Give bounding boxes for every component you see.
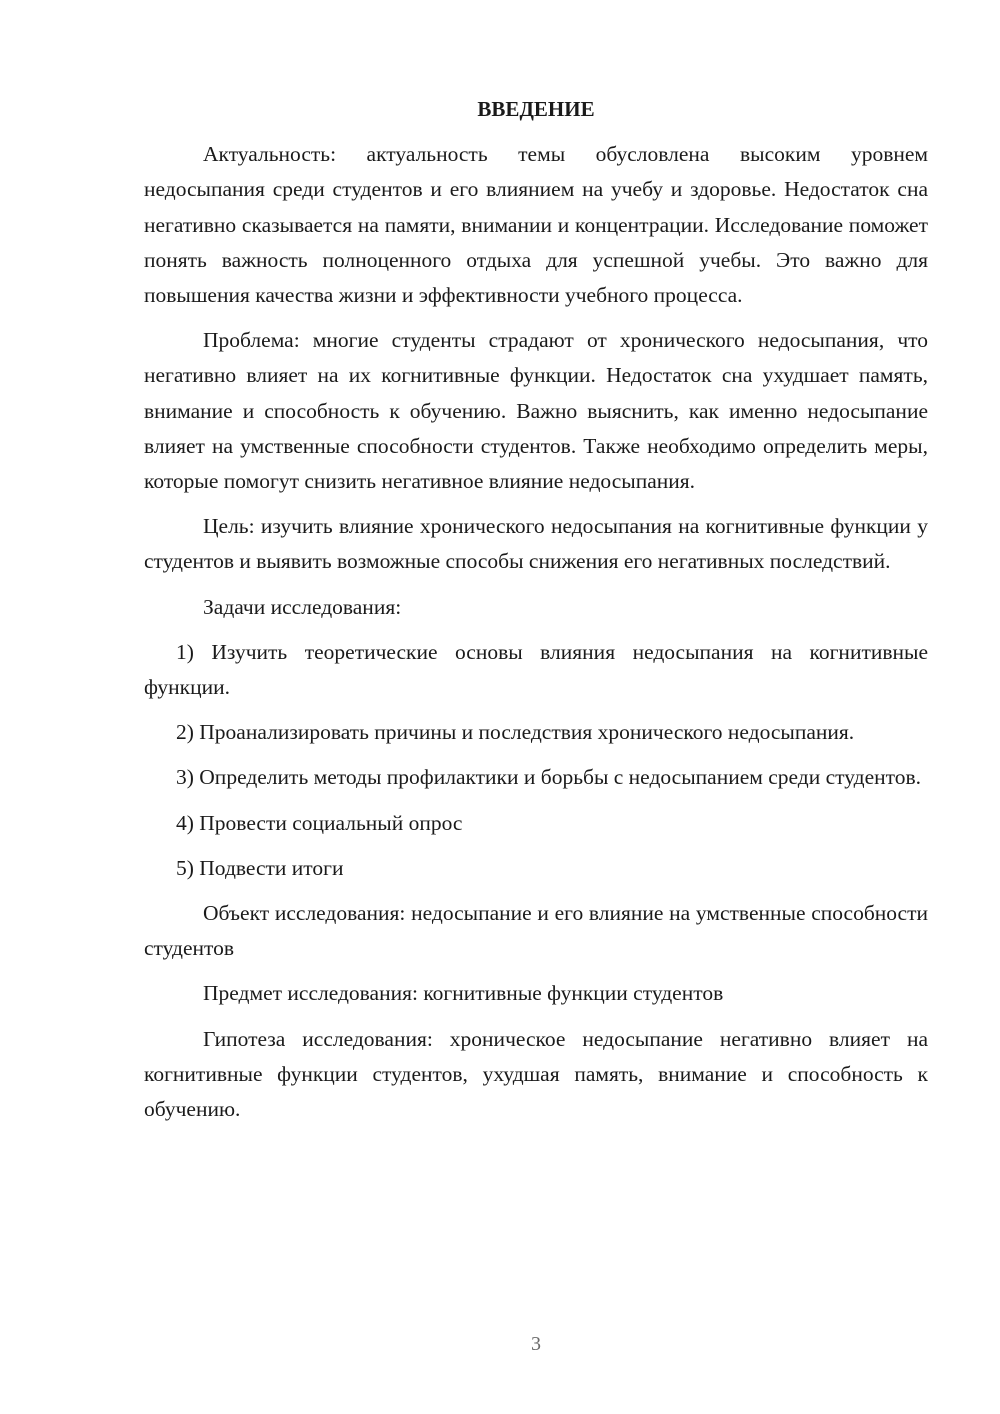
hypothesis-paragraph: Гипотеза исследования: хроническое недосыпание негативно влияет на когнитивные функции студентов, ухудшая память, внимание и способность к обучению. [144,1026,928,1122]
relevance-paragraph: Актуальность: актуальность темы обусловлена высоким уровнем недосыпания среди студентов и его влиянием на учебу и здоровье. Недостаток сна негативно сказывается на памяти, внимании и концентрации. Исследование поможет понять важность полноценного отдыха для успешной учебы. Это важно для повышения качества жизни и эффективности учебного процесса. [144,142,928,308]
goal-paragraph: Цель: изучить влияние хронического недосыпания на когнитивные функции у студентов и выявить возможные способы снижения его негативных последствий. [144,514,928,574]
document-page [144,92,928,1137]
page-title: ВВЕДЕНИЕ [477,97,595,121]
tasks-heading: Задачи исследования: [203,594,402,619]
page-number: 3 [531,1333,541,1355]
task-item-2: 2) Проанализировать причины и последствия хронического недосыпания. [176,720,855,745]
task-item-4: 4) Провести социальный опрос [176,810,463,835]
task-item-5: 5) Подвести итоги [176,855,344,880]
task-item-3: 3) Определить методы профилактики и борьбы с недосыпанием среди студентов. [176,765,922,790]
object-paragraph: Объект исследования: недосыпание и его влияние на умственные способности студентов [144,901,928,961]
task-item-1: 1) Изучить теоретические основы влияния недосыпания на когнитивные функции. [144,639,928,700]
problem-paragraph: Проблема: многие студенты страдают от хронического недосыпания, что негативно влияет на их когнитивные функции. Недостаток сна ухудшает память, внимание и способность к обучению. Важно выяснить, как именно недосыпание влияет на умственные способности студентов. Также необходимо определить меры, которые помогут снизить негативное влияние недосыпания. [144,328,928,494]
subject-paragraph: Предмет исследования: когнитивные функции студентов [203,981,724,1006]
